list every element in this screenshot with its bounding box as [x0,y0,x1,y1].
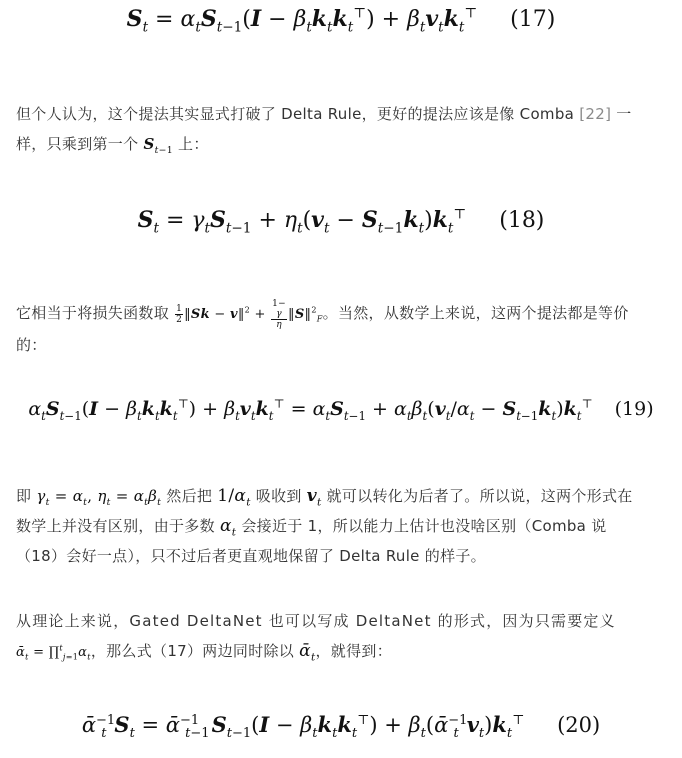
equation-18: $S_t = \gamma_tS_{t-1} + \eta_t(v_t - S_{t-1}k_t)k_t^⊤$ (18) [137,206,545,237]
inline-math-inv-alpha: $1/\alpha_t$ [217,486,251,509]
equation-19: $\alpha_tS_{t-1}(I - \beta_tk_tk_t^⊤) + \beta_tv_tk_t^⊤ = \alpha_tS_{t-1} + \alpha_t\beta_t(v_t/\alpha_t - S_{t-1}k_t)k_t^⊤$ (19) [28,396,654,423]
inline-math-loss: $\frac{1}{2}$ ‖Sk − v‖$^2$ + 1− γ η ‖S‖$^2_F$ [176,299,323,330]
inline-math-alpha-bar-t: ᾱ$_t$ [299,641,316,664]
paragraph-equivalence [16,481,670,571]
para1-line2-text-a: 样，只乘到第一个 [16,135,144,153]
equation-20: ᾱ$^{-1}_t$ $S_t$ = $ᾱ^{-1}_{t-1}S_{t-1}(I - \beta_tk_tk_t^⊤)$ + $\beta_t(ᾱ^{-1}_t$ $v_t)k_t^⊤$ (20) [81,712,601,742]
para3-line2-text-a: 数学上并没有区别，由于多数 [16,517,220,535]
paragraph-comba [16,99,670,159]
para4-line2-text-a: ，那么式（17）两边同时除以 [90,642,300,660]
para3-line1-text-d: 就可以转化为后者了。所以说，这两个形式在 [321,487,633,505]
citation-22[interactable]: [22] [579,105,612,123]
inline-math-v-t: $v_t$ [306,486,322,509]
para3-line1-text-b: 然后把 [161,487,218,505]
equation-number-18: (18) [499,208,545,233]
equation-number-17: (17) [510,7,556,32]
inline-math-alpha-bar-def: ᾱ$_t$ = $\prod^t_{j=1}\alpha_t$ [16,643,91,662]
para2-line1-text-a: 它相当于将损失函数取 [16,304,175,322]
inline-math-alpha-t: $\alpha_t$ [219,516,237,539]
para2-line1-text-b: 。当然，从数学上来说，这两个提法都是等价 [322,304,629,322]
inline-math-S-t-1: $S_{t-1}$ [143,135,173,156]
paragraph-gated-deltanet [16,606,670,668]
para1-line1-text-b: 一 [611,105,632,123]
para3-line1-text-a: 即 [16,487,37,505]
para1-line1-text-a: 但个人认为，这个提法其实显式打破了 Delta Rule，更好的提法应该是像 Comba [16,105,580,123]
equation-17: $S_t = \alpha_tS_{t-1}(I - \beta_tk_tk_t^⊤) + \beta_tv_tk_t^⊤$ (17) [126,5,556,36]
para4-line1-text: 从理论上来说，Gated DeltaNet 也可以写成 DeltaNet 的形式，因为只需要定义 [16,612,616,630]
para3-line3-text: （18）会好一点），只不过后者更直观地保留了 Delta Rule 的样子。 [16,547,486,565]
inline-math-gamma-eta: $\gamma_t = \alpha_t$, $\eta_t = \alpha_t\beta_t$ [36,487,162,508]
paragraph-loss [16,298,670,360]
para3-line2-text-b: 会接近于 1，所以能力上估计也没啥区别（Comba 说 [236,517,607,535]
equation-number-20: (20) [557,713,601,737]
para3-line1-text-c: 吸收到 [250,487,307,505]
para4-line2-text-b: ，就得到： [315,642,393,660]
equation-number-19: (19) [614,398,654,420]
para2-line2-text: 的： [16,336,47,354]
para1-line2-text-b: 上： [172,135,209,153]
